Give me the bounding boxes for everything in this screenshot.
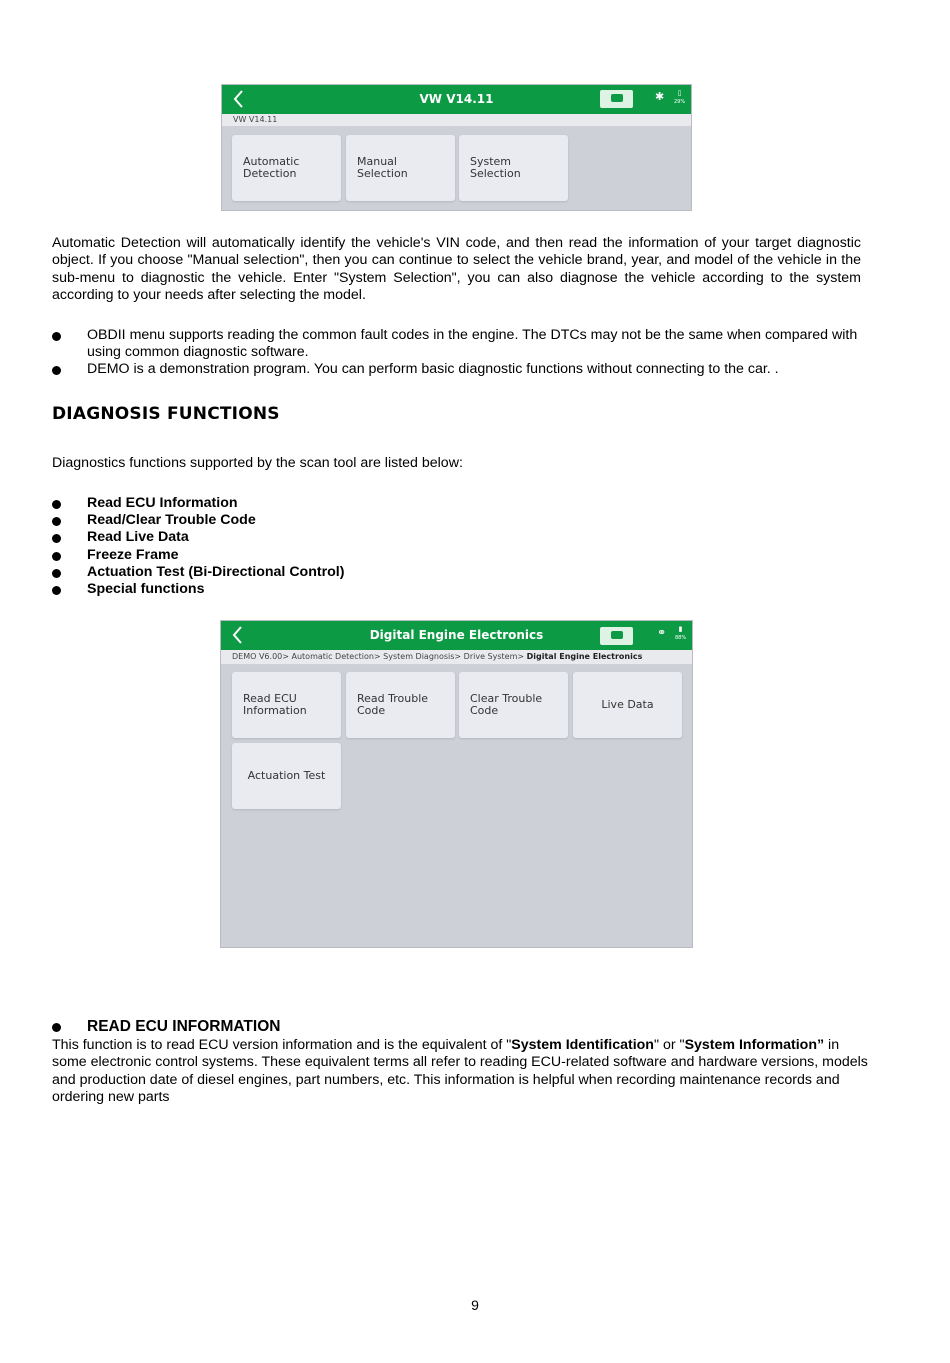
read-ecu-heading	[52, 1018, 872, 1036]
bullet-icon	[52, 1023, 61, 1032]
bluetooth-icon: ✱	[655, 90, 665, 103]
tile-manual-selection[interactable]: Manual Selection	[346, 135, 455, 201]
function-label: Freeze Frame	[87, 547, 179, 563]
bullet-icon	[52, 569, 61, 578]
note-text: OBDII menu supports reading the common fault codes in the engine. The DTCs may not be the same when compared with using common diagnostic software.	[87, 327, 858, 361]
breadcrumb-current: Digital Engine Electronics	[526, 652, 643, 661]
tile-read-trouble-code[interactable]: Read Trouble Code	[346, 672, 455, 738]
tile-actuation-test[interactable]: Actuation Test	[232, 743, 341, 809]
function-label: Read/Clear Trouble Code	[87, 512, 256, 528]
function-item	[52, 495, 872, 513]
function-item	[52, 564, 872, 582]
bullet-icon	[52, 552, 61, 561]
message-icon[interactable]	[600, 90, 633, 108]
breadcrumb: VW V14.11	[222, 114, 691, 126]
bullet-icon	[52, 500, 61, 509]
page-number: 9	[471, 1297, 479, 1313]
tile-automatic-detection[interactable]: Automatic Detection	[232, 135, 341, 201]
function-item	[52, 529, 872, 547]
bullet-icon	[52, 332, 61, 341]
function-item	[52, 512, 872, 530]
function-label: Read Live Data	[87, 529, 189, 545]
function-item	[52, 581, 872, 599]
read-ecu-paragraph	[52, 1037, 870, 1106]
section-heading: DIAGNOSIS FUNCTIONS	[52, 404, 280, 424]
link-icon: ⚭	[657, 626, 667, 639]
read-ecu-text: " or "	[653, 1037, 685, 1053]
screen-title: VW V14.11	[419, 92, 494, 106]
read-ecu-text: This function is to read ECU version information and is the equivalent of "	[52, 1037, 512, 1053]
battery-icon: ▯ 29%	[674, 89, 686, 105]
top-bar	[222, 85, 691, 114]
function-label: Actuation Test (Bi-Directional Control)	[87, 564, 345, 580]
bullet-icon	[52, 586, 61, 595]
bullet-icon	[52, 534, 61, 543]
top-bar	[221, 621, 692, 650]
read-ecu-text: in some electronic control systems. These equivalent terms all refer to reading ECU-related software and hardware versions, models and production date of diesel engines, part numbers, etc. This information is helpful when recording maintenance records and ordering new parts	[52, 1037, 868, 1105]
breadcrumb-path: DEMO V6.00> Automatic Detection> System Diagnosis> Drive System>	[232, 652, 527, 661]
screen-title: Digital Engine Electronics	[369, 628, 544, 642]
tile-live-data[interactable]: Live Data	[573, 672, 682, 738]
intro-paragraph: Automatic Detection will automatically identify the vehicle's VIN code, and then read the information of your target diagnostic object. If you choose "Manual selection", then you can continue to select the vehicle brand, year, and model of the vehicle in the sub-menu to diagnostic the vehicle. Enter "System Selection", you can also diagnose the vehicle according to the system according to your needs after selecting the model.	[52, 235, 861, 303]
breadcrumb	[221, 650, 692, 664]
battery-level: 29%	[674, 99, 686, 105]
read-ecu-term: System Identification	[511, 1037, 654, 1053]
battery-level: 88%	[675, 635, 687, 641]
function-item	[52, 547, 872, 565]
bullet-icon	[52, 366, 61, 375]
note-text: DEMO is a demonstration program. You can perform basic diagnostic functions without connecting to the car. .	[87, 361, 779, 377]
tile-clear-trouble-code[interactable]: Clear Trouble Code	[459, 672, 568, 738]
screenshot-engine-menu	[220, 620, 693, 948]
tile-system-selection[interactable]: System Selection	[459, 135, 568, 201]
message-icon[interactable]	[600, 627, 633, 645]
battery-icon: ▮ 88%	[675, 625, 687, 641]
note-demo	[52, 361, 872, 379]
read-ecu-heading-text: READ ECU INFORMATION	[87, 1018, 281, 1035]
screenshot-vw-menu	[221, 84, 692, 211]
function-label: Special functions	[87, 581, 205, 597]
functions-intro: Diagnostics functions supported by the scan tool are listed below:	[52, 455, 463, 471]
bullet-icon	[52, 517, 61, 526]
note-obdii	[52, 327, 872, 363]
function-label: Read ECU Information	[87, 495, 238, 511]
read-ecu-term: System Information”	[684, 1037, 825, 1053]
tile-read-ecu-information[interactable]: Read ECU Information	[232, 672, 341, 738]
